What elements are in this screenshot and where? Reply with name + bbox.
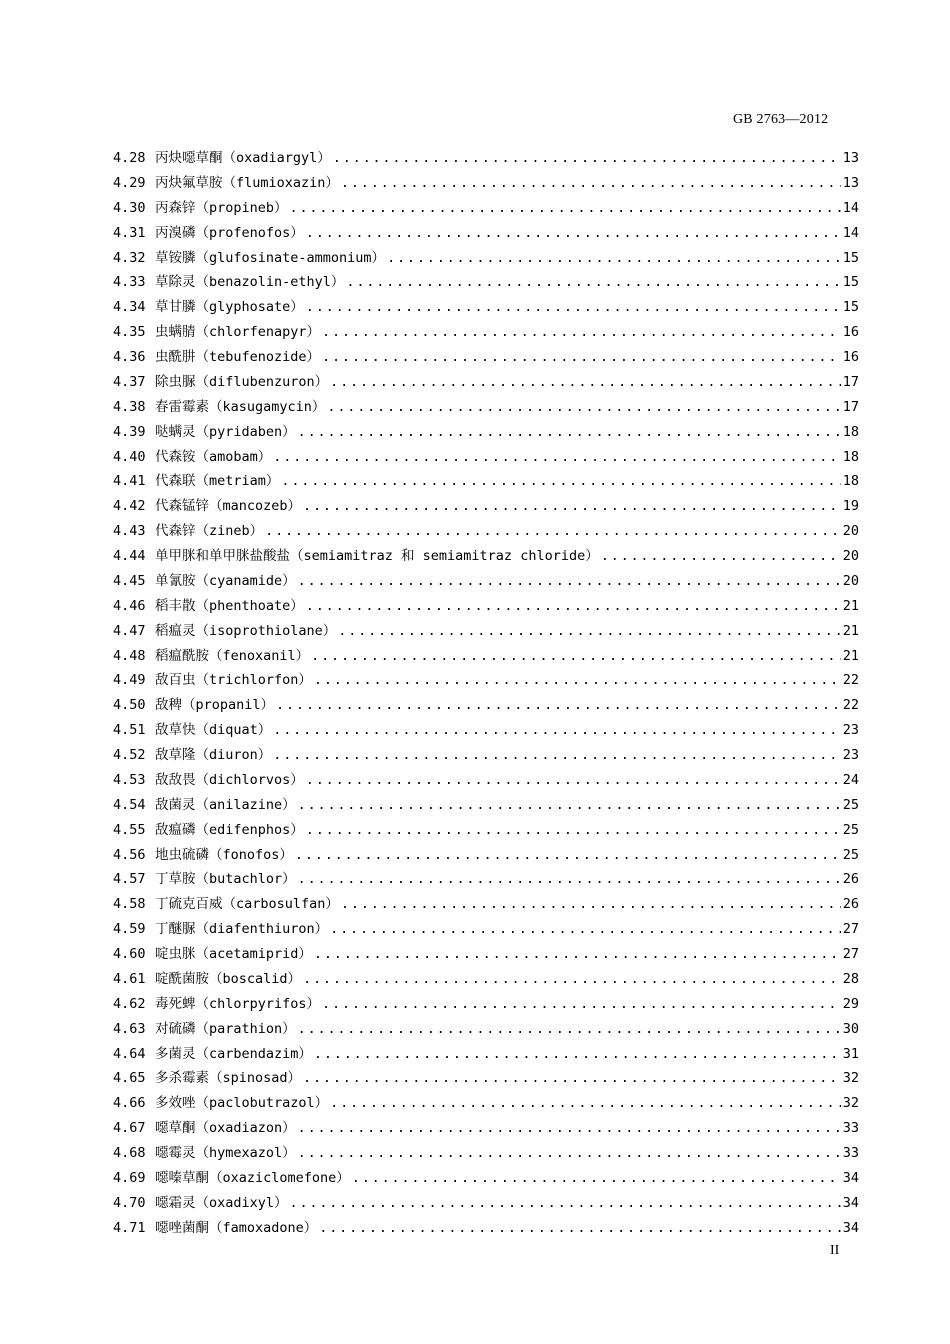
toc-entry bbox=[113, 146, 859, 171]
toc-entry-number: 4.45 bbox=[113, 572, 146, 589]
toc-entry-page: 25 bbox=[842, 796, 859, 813]
toc-entry-number: 4.32 bbox=[113, 249, 146, 266]
toc-entry-page: 21 bbox=[842, 647, 859, 664]
toc-entry-page: 21 bbox=[842, 622, 859, 639]
toc-dot-leader bbox=[306, 768, 841, 793]
toc-entry-number: 4.33 bbox=[113, 274, 146, 291]
toc-dot-leader bbox=[330, 370, 841, 395]
toc-dot-leader bbox=[322, 992, 841, 1017]
toc-entry bbox=[113, 171, 859, 196]
toc-entry-title: 噁嗪草酮（oxaziclomefone） bbox=[155, 1169, 350, 1186]
toc-entry-number: 4.63 bbox=[113, 1020, 146, 1037]
toc-entry bbox=[113, 818, 859, 843]
toc-entry-title: 代森铵（amobam） bbox=[155, 448, 272, 465]
toc-entry bbox=[113, 1042, 859, 1067]
toc-entry-number: 4.56 bbox=[113, 846, 146, 863]
toc-entry bbox=[113, 843, 859, 868]
toc-entry-number: 4.52 bbox=[113, 747, 146, 763]
toc-entry-title: 噁唑菌酮（famoxadone） bbox=[155, 1219, 318, 1236]
toc-entry-page: 30 bbox=[842, 1020, 859, 1037]
toc-dot-leader bbox=[298, 1116, 841, 1141]
toc-entry-page: 28 bbox=[842, 970, 859, 987]
toc-entry-title: 单氰胺（cyanamide） bbox=[155, 572, 296, 589]
toc-entry-number: 4.59 bbox=[113, 921, 146, 938]
toc-entry-title: 多杀霉素（spinosad） bbox=[155, 1070, 302, 1087]
toc-dot-leader bbox=[273, 718, 840, 743]
toc-entry-page: 22 bbox=[842, 697, 859, 714]
toc-entry-page: 23 bbox=[842, 747, 859, 763]
toc-entry-title: 丙溴磷（profenofos） bbox=[155, 224, 304, 241]
toc-entry-number: 4.30 bbox=[113, 199, 146, 216]
toc-entry-page: 32 bbox=[842, 1095, 859, 1112]
toc-entry-number: 4.29 bbox=[113, 174, 146, 191]
toc-entry-title: 多效唑（paclobutrazol） bbox=[155, 1095, 329, 1112]
toc-entry-number: 4.64 bbox=[113, 1045, 146, 1062]
toc-entry bbox=[113, 867, 859, 892]
toc-entry-number: 4.42 bbox=[113, 498, 146, 515]
toc-entry-number: 4.37 bbox=[113, 373, 146, 390]
toc-entry-page: 14 bbox=[842, 224, 859, 241]
toc-entry bbox=[113, 295, 859, 320]
toc-entry-page: 33 bbox=[842, 1145, 859, 1161]
toc-dot-leader bbox=[327, 395, 840, 420]
toc-dot-leader bbox=[330, 917, 841, 942]
toc-entry-title: 敌百虫（trichlorfon） bbox=[155, 672, 312, 689]
toc-entry-page: 26 bbox=[842, 871, 859, 888]
toc-entry bbox=[113, 544, 859, 569]
toc-entry bbox=[113, 246, 859, 271]
toc-entry-number: 4.58 bbox=[113, 896, 146, 913]
toc-entry-title: 敌草快（diquat） bbox=[155, 722, 272, 739]
toc-entry-title: 丁草胺（butachlor） bbox=[155, 871, 296, 888]
toc-entry-title: 敌菌灵（anilazine） bbox=[155, 796, 296, 813]
toc-entry-number: 4.31 bbox=[113, 224, 146, 241]
toc-dot-leader bbox=[306, 818, 841, 843]
toc-entry-title: 春雷霉素（kasugamycin） bbox=[155, 398, 326, 415]
toc-entry-page: 18 bbox=[842, 473, 859, 490]
toc-dot-leader bbox=[265, 519, 841, 544]
toc-entry-page: 20 bbox=[842, 572, 859, 589]
toc-dot-leader bbox=[295, 843, 841, 868]
toc-entry-title: 哒螨灵（pyridaben） bbox=[155, 423, 296, 440]
toc-entry-page: 24 bbox=[842, 771, 859, 788]
toc-entry-number: 4.60 bbox=[113, 946, 146, 962]
toc-entry-title: 啶酰菌胺（boscalid） bbox=[155, 970, 302, 987]
toc-dot-leader bbox=[298, 1017, 841, 1042]
toc-dot-leader bbox=[311, 644, 841, 669]
toc-entry-title: 草铵膦（glufosinate-ammonium） bbox=[155, 249, 386, 266]
toc-entry bbox=[113, 445, 859, 470]
toc-dot-leader bbox=[273, 445, 840, 470]
toc-dot-leader bbox=[298, 1141, 841, 1166]
toc-entry bbox=[113, 793, 859, 818]
toc-entry-page: 25 bbox=[842, 846, 859, 863]
toc-entry-title: 丁硫克百威（carbosulfan） bbox=[155, 896, 339, 913]
toc-entry-title: 敌瘟磷（edifenphos） bbox=[155, 821, 304, 838]
toc-dot-leader bbox=[314, 668, 841, 693]
toc-entry-page: 22 bbox=[842, 672, 859, 689]
toc-entry bbox=[113, 345, 859, 370]
toc-entry-title: 稻丰散（phenthoate） bbox=[155, 597, 304, 614]
toc-entry bbox=[113, 992, 859, 1017]
toc-entry-page: 16 bbox=[842, 324, 859, 341]
toc-entry-title: 多菌灵（carbendazim） bbox=[155, 1045, 312, 1062]
toc-entry bbox=[113, 221, 859, 246]
toc-entry-title: 虫螨腈（chlorfenapyr） bbox=[155, 324, 321, 341]
toc-dot-leader bbox=[298, 569, 841, 594]
toc-entry bbox=[113, 519, 859, 544]
toc-entry-number: 4.38 bbox=[113, 398, 146, 415]
toc-entry-title: 代森锌（zineb） bbox=[155, 523, 264, 540]
toc-dot-leader bbox=[298, 420, 841, 445]
toc-entry-page: 15 bbox=[842, 249, 859, 266]
toc-entry-number: 4.54 bbox=[113, 796, 146, 813]
toc-entry-page: 15 bbox=[842, 274, 859, 291]
toc-dot-leader bbox=[314, 942, 841, 967]
toc-dot-leader bbox=[330, 1091, 841, 1116]
toc-entry-page: 18 bbox=[842, 423, 859, 440]
toc-entry-number: 4.40 bbox=[113, 448, 146, 465]
toc-entry-title: 稻瘟酰胺（fenoxanil） bbox=[155, 647, 310, 664]
toc-entry-number: 4.36 bbox=[113, 349, 146, 365]
toc-dot-leader bbox=[273, 743, 840, 768]
toc-entry bbox=[113, 395, 859, 420]
toc-entry bbox=[113, 942, 859, 967]
toc-entry-title: 对硫磷（parathion） bbox=[155, 1020, 296, 1037]
toc-dot-leader bbox=[333, 146, 841, 171]
toc-entry-title: 单甲脒和单甲脒盐酸盐（semiamitraz 和 semiamitraz chloride） bbox=[155, 548, 599, 564]
toc-entry-page: 34 bbox=[842, 1194, 859, 1211]
toc-entry-page: 17 bbox=[842, 373, 859, 390]
toc-entry-page: 27 bbox=[842, 946, 859, 962]
toc-entry bbox=[113, 768, 859, 793]
toc-entry-number: 4.62 bbox=[113, 995, 146, 1012]
toc-entry-title: 草除灵（benazolin-ethyl） bbox=[155, 274, 345, 291]
toc-entry-title: 敌草隆（diuron） bbox=[155, 747, 272, 763]
toc-dot-leader bbox=[290, 196, 841, 221]
toc-entry-page: 19 bbox=[842, 498, 859, 515]
toc-entry-number: 4.67 bbox=[113, 1120, 146, 1137]
toc-entry-number: 4.50 bbox=[113, 697, 146, 714]
toc-entry bbox=[113, 892, 859, 917]
toc-dot-leader bbox=[387, 246, 841, 271]
toc-entry bbox=[113, 1017, 859, 1042]
toc-entry bbox=[113, 1116, 859, 1141]
toc-dot-leader bbox=[306, 594, 841, 619]
toc-entry bbox=[113, 1191, 859, 1216]
toc-entry-number: 4.34 bbox=[113, 299, 146, 316]
toc-entry bbox=[113, 693, 859, 718]
toc-dot-leader bbox=[352, 1166, 841, 1191]
toc-entry-number: 4.68 bbox=[113, 1145, 146, 1161]
toc-entry-title: 丙炔氟草胺（flumioxazin） bbox=[155, 174, 339, 191]
toc-entry-page: 33 bbox=[842, 1120, 859, 1137]
toc-entry-page: 20 bbox=[842, 548, 859, 564]
toc-entry-title: 啶虫脒（acetamiprid） bbox=[155, 946, 312, 962]
toc-entry-number: 4.51 bbox=[113, 722, 146, 739]
toc-entry-title: 草甘膦（glyphosate） bbox=[155, 299, 304, 316]
toc-entry-page: 18 bbox=[842, 448, 859, 465]
toc-entry-number: 4.48 bbox=[113, 647, 146, 664]
toc-entry bbox=[113, 743, 859, 768]
toc-entry bbox=[113, 469, 859, 494]
toc-entry-number: 4.39 bbox=[113, 423, 146, 440]
toc-entry bbox=[113, 619, 859, 644]
toc-dot-leader bbox=[303, 1066, 841, 1091]
toc-entry-number: 4.35 bbox=[113, 324, 146, 341]
toc-entry-page: 31 bbox=[842, 1045, 859, 1062]
toc-dot-leader bbox=[601, 544, 841, 569]
toc-dot-leader bbox=[290, 1191, 841, 1216]
toc-entry-number: 4.61 bbox=[113, 970, 146, 987]
toc-entry-title: 稻瘟灵（isoprothiolane） bbox=[155, 622, 337, 639]
toc-entry-page: 20 bbox=[842, 523, 859, 540]
toc-entry bbox=[113, 1066, 859, 1091]
toc-entry-title: 敌稗（propanil） bbox=[155, 697, 275, 714]
toc-entry-number: 4.65 bbox=[113, 1070, 146, 1087]
toc-dot-leader bbox=[338, 619, 840, 644]
toc-entry-title: 代森锰锌（mancozeb） bbox=[155, 498, 302, 515]
toc-dot-leader bbox=[281, 469, 840, 494]
toc-entry-number: 4.55 bbox=[113, 821, 146, 838]
toc-entry-page: 23 bbox=[842, 722, 859, 739]
toc-dot-leader bbox=[298, 867, 841, 892]
toc-entry-number: 4.28 bbox=[113, 150, 146, 166]
toc-entry-page: 14 bbox=[842, 199, 859, 216]
toc-entry-page: 26 bbox=[842, 896, 859, 913]
toc-dot-leader bbox=[306, 221, 841, 246]
toc-entry-number: 4.70 bbox=[113, 1194, 146, 1211]
toc-entry bbox=[113, 494, 859, 519]
toc-entry bbox=[113, 196, 859, 221]
toc-dot-leader bbox=[346, 270, 840, 295]
toc-entry bbox=[113, 420, 859, 445]
toc-entry-page: 27 bbox=[842, 921, 859, 938]
toc-entry bbox=[113, 644, 859, 669]
toc-dot-leader bbox=[341, 892, 841, 917]
toc-entry-number: 4.44 bbox=[113, 548, 146, 564]
toc-dot-leader bbox=[341, 171, 841, 196]
toc-entry-page: 34 bbox=[842, 1169, 859, 1186]
toc-entry bbox=[113, 270, 859, 295]
toc-entry-title: 噁霉灵（hymexazol） bbox=[155, 1145, 296, 1161]
page-number-footer: II bbox=[830, 1243, 840, 1258]
toc-entry bbox=[113, 1091, 859, 1116]
toc-dot-leader bbox=[319, 1216, 840, 1241]
toc-entry-number: 4.43 bbox=[113, 523, 146, 540]
toc-entry-number: 4.71 bbox=[113, 1219, 146, 1236]
toc-entry-title: 丙炔噁草酮（oxadiargyl） bbox=[155, 150, 331, 166]
toc-dot-leader bbox=[314, 1042, 841, 1067]
toc-entry-page: 29 bbox=[842, 995, 859, 1012]
toc-dot-leader bbox=[298, 793, 841, 818]
toc-entry bbox=[113, 917, 859, 942]
toc-entry bbox=[113, 668, 859, 693]
toc-entry-number: 4.57 bbox=[113, 871, 146, 888]
toc-entry bbox=[113, 1166, 859, 1191]
toc-entry-number: 4.53 bbox=[113, 771, 146, 788]
toc-entry bbox=[113, 967, 859, 992]
toc-dot-leader bbox=[303, 494, 841, 519]
toc-entry-title: 除虫脲（diflubenzuron） bbox=[155, 373, 329, 390]
toc-entry-number: 4.49 bbox=[113, 672, 146, 689]
toc-entry-title: 丙森锌（propineb） bbox=[155, 199, 288, 216]
toc-entry-title: 毒死蜱（chlorpyrifos） bbox=[155, 995, 321, 1012]
toc-entry bbox=[113, 320, 859, 345]
toc-entry-title: 敌敌畏（dichlorvos） bbox=[155, 771, 304, 788]
toc-entry-title: 噁草酮（oxadiazon） bbox=[155, 1120, 296, 1137]
toc-entry-title: 地虫硫磷（fonofos） bbox=[155, 846, 293, 863]
toc-entry bbox=[113, 718, 859, 743]
toc-dot-leader bbox=[322, 345, 841, 370]
toc-entry-title: 代森联（metriam） bbox=[155, 473, 280, 490]
table-of-contents bbox=[113, 146, 859, 1241]
toc-entry bbox=[113, 370, 859, 395]
toc-entry-number: 4.41 bbox=[113, 473, 146, 490]
toc-entry-title: 虫酰肼（tebufenozide） bbox=[155, 349, 321, 365]
toc-entry bbox=[113, 1141, 859, 1166]
toc-entry-title: 丁醚脲（diafenthiuron） bbox=[155, 921, 329, 938]
toc-entry-page: 25 bbox=[842, 821, 859, 838]
toc-entry bbox=[113, 569, 859, 594]
toc-entry-number: 4.66 bbox=[113, 1095, 146, 1112]
toc-entry-number: 4.46 bbox=[113, 597, 146, 614]
toc-entry-page: 13 bbox=[842, 150, 859, 166]
toc-entry-page: 16 bbox=[842, 349, 859, 365]
toc-entry-number: 4.47 bbox=[113, 622, 146, 639]
toc-entry-page: 17 bbox=[842, 398, 859, 415]
document-code-header: GB 2763—2012 bbox=[733, 112, 829, 127]
toc-dot-leader bbox=[303, 967, 841, 992]
toc-entry-page: 13 bbox=[842, 174, 859, 191]
toc-entry-title: 噁霜灵（oxadixyl） bbox=[155, 1194, 288, 1211]
toc-entry-page: 21 bbox=[842, 597, 859, 614]
toc-entry bbox=[113, 594, 859, 619]
toc-entry-page: 34 bbox=[842, 1219, 859, 1236]
toc-dot-leader bbox=[276, 693, 841, 718]
toc-entry-number: 4.69 bbox=[113, 1169, 146, 1186]
toc-dot-leader bbox=[306, 295, 841, 320]
toc-entry-page: 15 bbox=[842, 299, 859, 316]
toc-dot-leader bbox=[322, 320, 841, 345]
toc-entry bbox=[113, 1216, 859, 1241]
toc-entry-page: 32 bbox=[842, 1070, 859, 1087]
